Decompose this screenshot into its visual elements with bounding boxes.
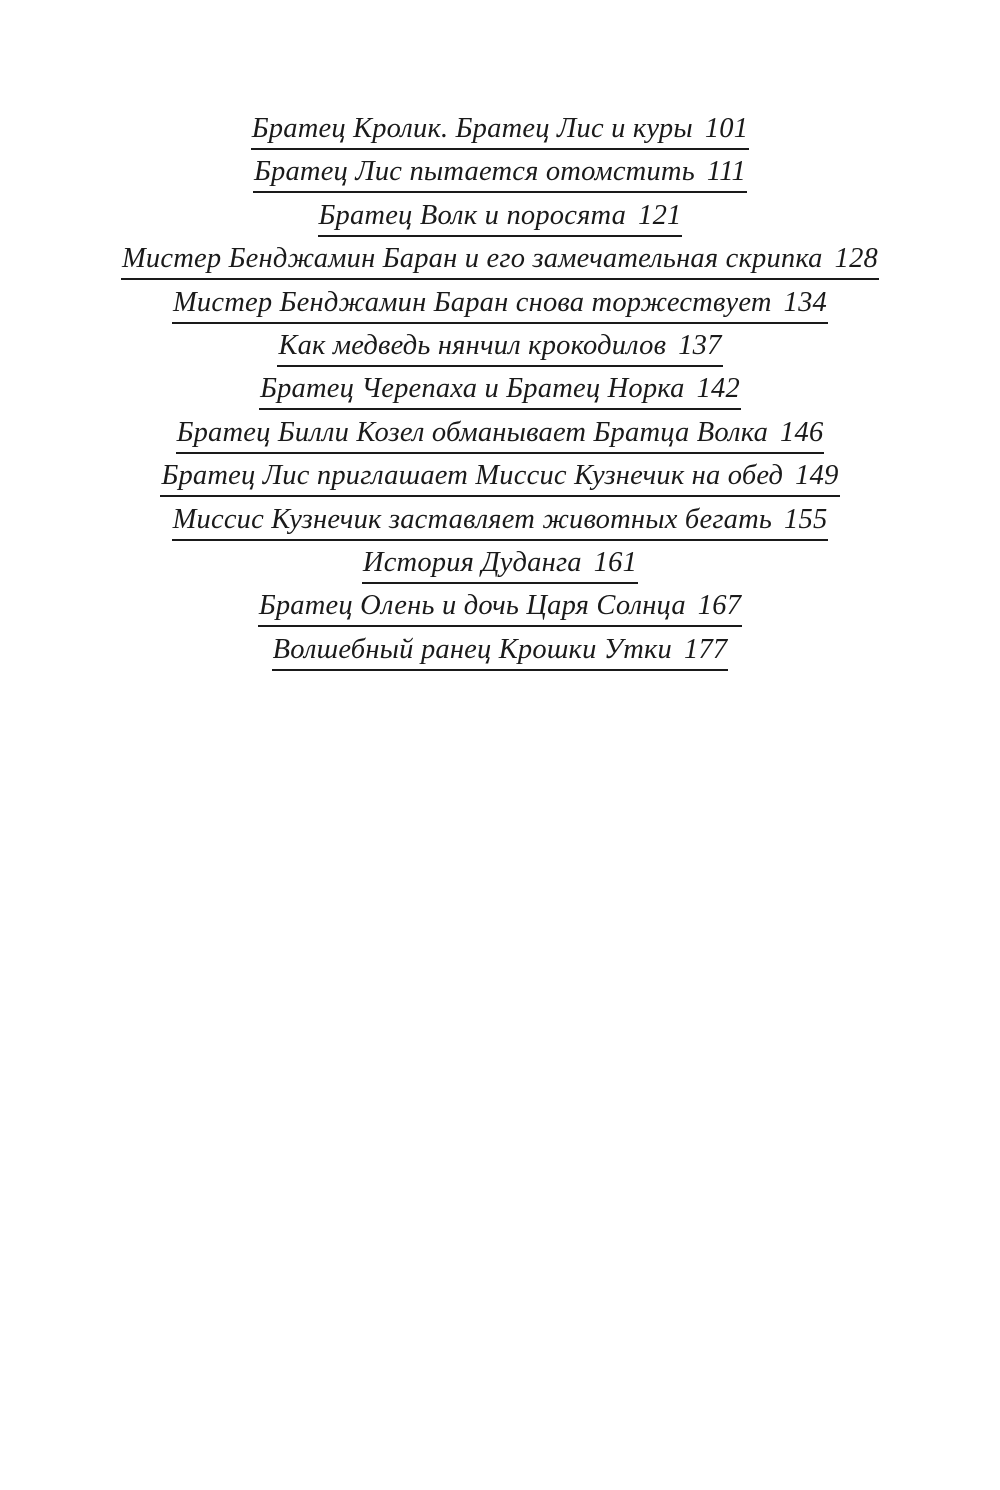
toc-entry — [0, 286, 1000, 329]
toc-entry — [0, 589, 1000, 632]
toc-entry — [0, 112, 1000, 155]
toc-entry — [0, 242, 1000, 285]
toc-entry-page-number: 137 — [678, 329, 722, 361]
toc-entry-line — [172, 503, 829, 541]
toc-entry-page-number: 121 — [638, 199, 682, 231]
toc-entry-title: Братец Черепаха и Братец Норка — [260, 373, 685, 405]
toc-entry-line — [253, 155, 747, 193]
toc-entry-page-number: 101 — [704, 113, 749, 144]
toc-entry — [0, 633, 1000, 676]
toc-entry-title: Братец Олень и дочь Царя Солнца — [258, 590, 686, 622]
toc-entry-line — [318, 199, 683, 237]
toc-entry-title: Мистер Бенджамин Баран и его замечательная скрипка — [121, 243, 823, 275]
toc-entry-page-number: 142 — [696, 373, 740, 405]
toc-entry-title: Братец Волк и поросята — [318, 199, 627, 231]
toc-entry-page-number: 134 — [783, 286, 827, 318]
table-of-contents — [0, 112, 1000, 676]
toc-entry-title: Как медведь нянчил крокодилов — [278, 329, 667, 361]
toc-entry — [0, 416, 1000, 459]
toc-entry — [0, 155, 1000, 198]
toc-entry-line — [176, 416, 825, 454]
toc-entry-page-number: 146 — [780, 416, 824, 448]
toc-entry-title: История Дуданга — [362, 546, 582, 578]
toc-entry-title: Миссис Кузнечик заставляет животных бегать — [172, 503, 773, 535]
toc-entry-title: Братец Лис приглашает Миссис Кузнечик на обед — [161, 460, 784, 492]
toc-entry-page-number: 149 — [795, 460, 839, 492]
toc-entry-line — [251, 112, 749, 150]
toc-entry-line — [362, 546, 638, 584]
toc-entry-title: Братец Кролик. Братец Лис и куры — [251, 113, 693, 144]
toc-entry-title: Братец Билли Козел обманывает Братца Волка — [176, 416, 769, 448]
toc-entry-line — [259, 372, 741, 410]
toc-entry-line — [172, 286, 828, 324]
toc-entry-page-number: 161 — [593, 546, 638, 578]
toc-entry-page-number: 128 — [834, 243, 878, 275]
toc-entry-line — [160, 459, 839, 497]
toc-entry-page-number: 155 — [784, 503, 828, 535]
toc-entry — [0, 199, 1000, 242]
toc-entry-title: Братец Лис пытается отомстить — [254, 156, 695, 188]
toc-entry-title: Мистер Бенджамин Баран снова торжествует — [172, 286, 772, 318]
toc-entry-line — [272, 633, 729, 671]
toc-entry — [0, 459, 1000, 502]
toc-entry-title: Волшебный ранец Крошки Утки — [272, 633, 672, 665]
toc-entry — [0, 372, 1000, 415]
toc-entry — [0, 503, 1000, 546]
toc-entry — [0, 329, 1000, 372]
toc-entry — [0, 546, 1000, 589]
toc-entry-line — [121, 242, 879, 280]
toc-entry-page-number: 167 — [697, 590, 742, 622]
toc-entry-page-number: 111 — [706, 156, 746, 188]
toc-entry-line — [258, 589, 742, 627]
toc-entry-line — [277, 329, 722, 367]
toc-entry-page-number: 177 — [684, 633, 728, 665]
